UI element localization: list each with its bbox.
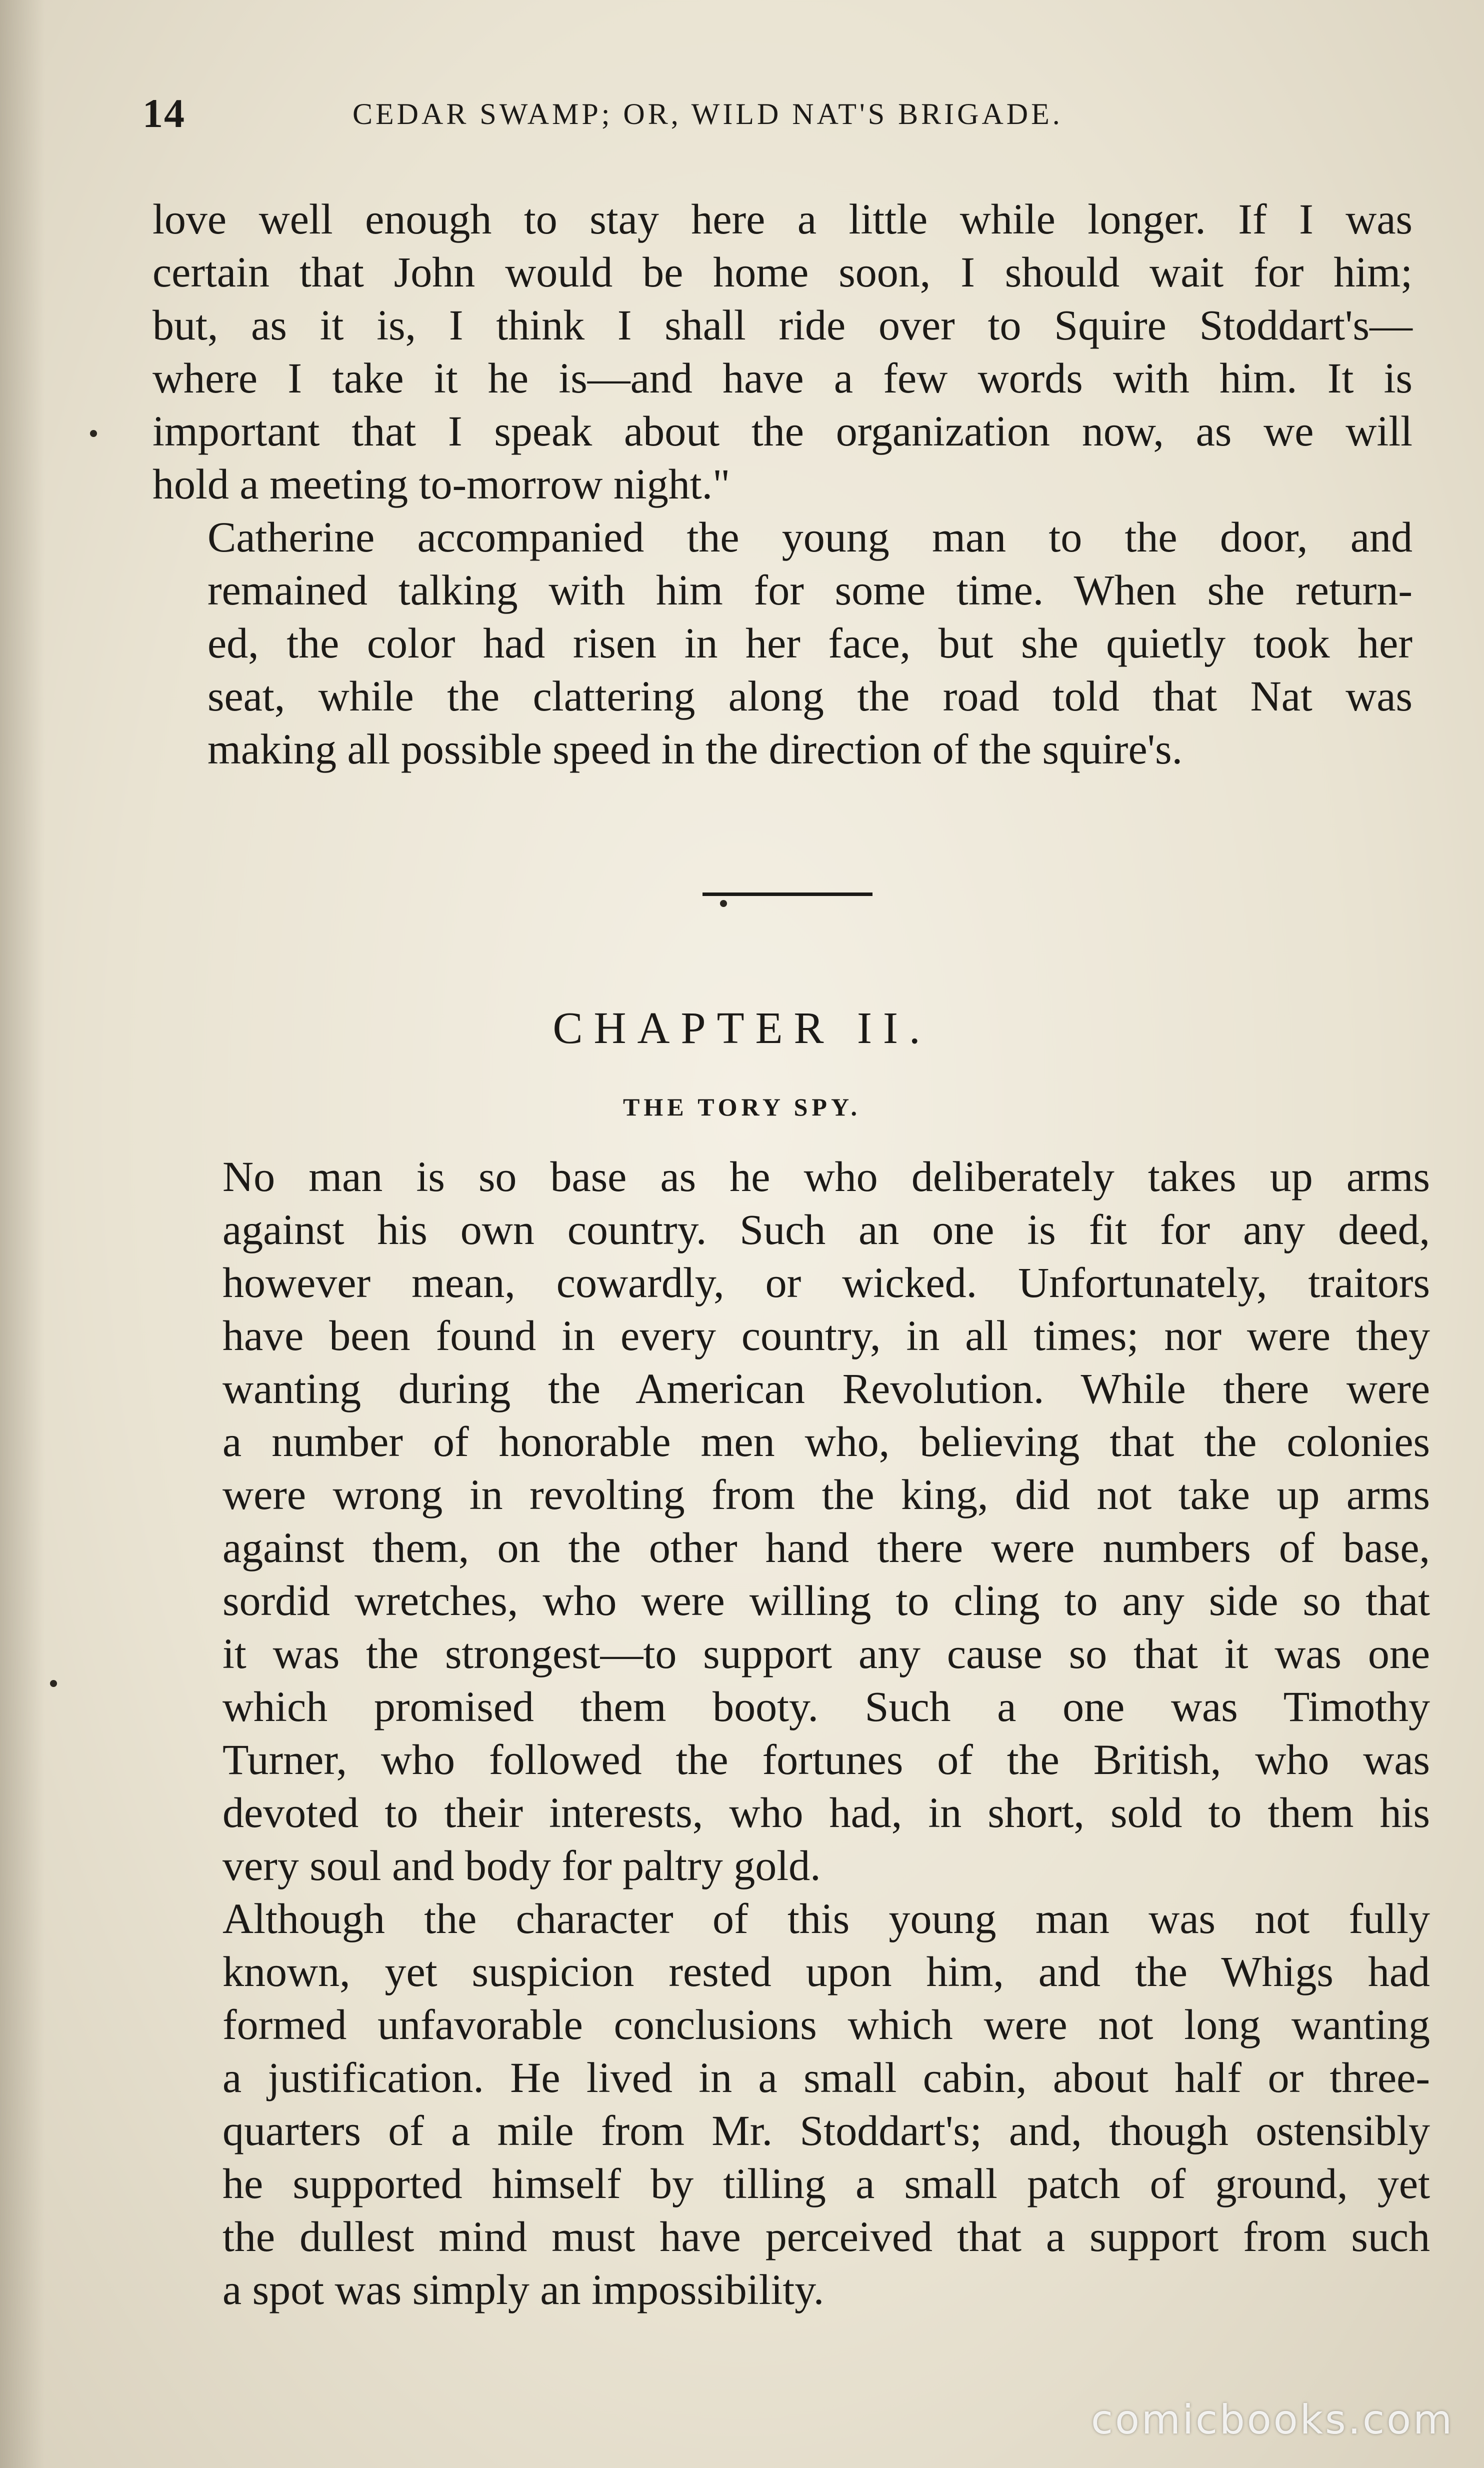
text-line: Turner, who followed the fortunes of the British, who was xyxy=(222,1736,1430,1784)
text-line: were wrong in revolting from the king, did not take up arms xyxy=(222,1470,1430,1518)
text-line: hold a meeting to-morrow night." xyxy=(152,460,730,508)
text-line: Catherine accompanied the young man to the door, and xyxy=(208,513,1412,561)
text-line: love well enough to stay here a little while longer. If I was xyxy=(152,195,1412,243)
paragraph xyxy=(152,192,1412,510)
running-head xyxy=(142,90,1382,145)
spine-shadow xyxy=(0,0,45,2468)
text-line: but, as it is, I think I shall ride over to Squire Stoddart's— xyxy=(152,301,1412,349)
text-line: it was the strongest—to support any cause so that it was one xyxy=(222,1630,1430,1678)
watermark-text: comicbooks.com xyxy=(1090,2396,1454,2443)
paragraph xyxy=(168,1892,1430,2316)
text-line: he supported himself by tilling a small patch of ground, yet xyxy=(222,2160,1430,2208)
text-line: wanting during the American Revolution. While there were xyxy=(222,1364,1430,1412)
paragraph xyxy=(152,510,1412,776)
text-line: remained talking with him for some time. When she return- xyxy=(208,566,1412,614)
text-line: however mean, cowardly, or wicked. Unfortunately, traitors xyxy=(222,1258,1430,1306)
text-line: against them, on the other hand there were numbers of base, xyxy=(222,1524,1430,1572)
text-line: devoted to their interests, who had, in short, sold to them his xyxy=(222,1788,1430,1836)
page-number: 14 xyxy=(142,90,186,136)
text-line: No man is so base as he who deliberately takes up arms xyxy=(222,1152,1430,1200)
text-line: formed unfavorable conclusions which were not long wanting xyxy=(222,2000,1430,2048)
text-line: important that I speak about the organization now, as we will xyxy=(152,407,1412,455)
text-line: sordid wretches, who were willing to cling to any side so that xyxy=(222,1576,1430,1624)
text-line: Although the character of this young man was not fully xyxy=(222,1894,1430,1942)
text-line: against his own country. Such an one is fit for any deed, xyxy=(222,1206,1430,1254)
running-title: CEDAR SWAMP; OR, WILD NAT'S BRIGADE. xyxy=(352,98,1063,130)
text-line: a justification. He lived in a small cabin, about half or three- xyxy=(222,2054,1430,2102)
text-line: a number of honorable men who, believing that the colonies xyxy=(222,1418,1430,1466)
text-line: have been found in every country, in all times; nor were they xyxy=(222,1312,1430,1360)
chapter-subtitle: THE TORY SPY. xyxy=(623,1093,861,1121)
text-line: which promised them booty. Such a one was Timothy xyxy=(222,1682,1430,1730)
text-line: seat, while the clattering along the road told that Nat was xyxy=(208,672,1412,720)
section-divider xyxy=(702,892,872,896)
text-line: ed, the color had risen in her face, but she quietly took her xyxy=(208,619,1412,667)
ink-speck xyxy=(720,900,727,907)
text-line: known, yet suspicion rested upon him, and the Whigs had xyxy=(222,1948,1430,1996)
text-line: the dullest mind must have perceived that a support from such xyxy=(222,2212,1430,2260)
ink-speck xyxy=(50,1680,57,1687)
text-line: quarters of a mile from Mr. Stoddart's; and, though ostensibly xyxy=(222,2106,1430,2154)
top-section-text xyxy=(152,192,1412,776)
text-line: where I take it he is—and have a few words with him. It is xyxy=(152,354,1412,402)
chapter-title: CHAPTER II. xyxy=(552,1004,932,1053)
ink-speck xyxy=(90,430,97,437)
chapter-body-text xyxy=(168,1150,1430,2316)
text-line: very soul and body for paltry gold. xyxy=(222,1842,821,1890)
text-line: certain that John would be home soon, I should wait for him; xyxy=(152,248,1412,296)
paragraph xyxy=(168,1150,1430,1892)
text-line: making all possible speed in the direction of the squire's. xyxy=(208,725,1183,773)
text-line: a spot was simply an impossibility. xyxy=(222,2266,824,2314)
